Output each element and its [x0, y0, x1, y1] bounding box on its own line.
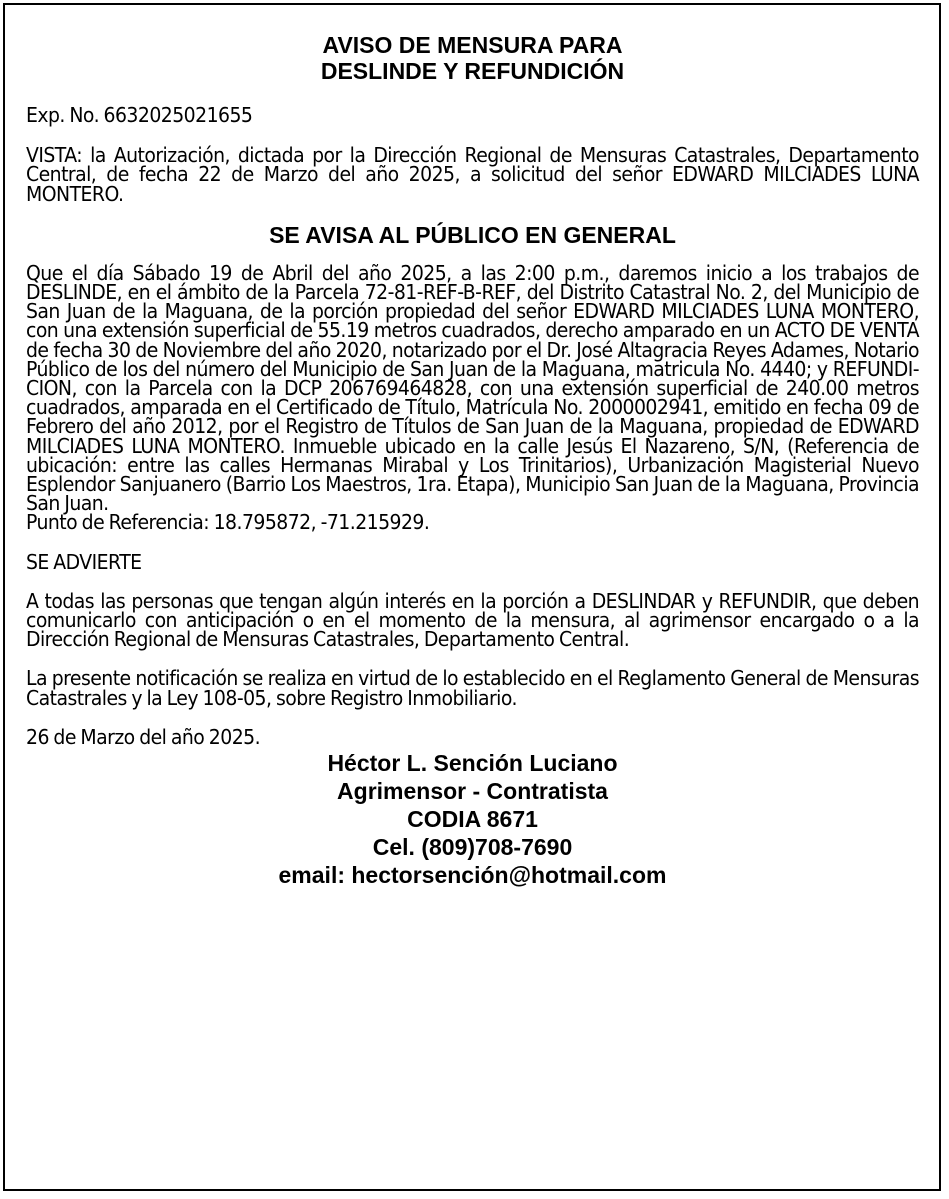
- email-address: email: hectorsención@hotmail.com: [278, 862, 667, 889]
- codia-number: CODIA 8671: [407, 806, 538, 833]
- advierte-heading: SE ADVIERTE: [26, 549, 142, 574]
- reference-point: Punto de Referencia: 18.795872, -71.215929.: [26, 510, 430, 535]
- notice-title: [26, 32, 919, 84]
- notice-date: 26 de Marzo del año 2025.: [26, 724, 261, 749]
- main-paragraph: Que el día Sábado 19 de Abril del año 2025, a las 2:00 p.m., daremos inicio a los trabajos de DESLINDE, en el ámbito de la Parcela 72-81-REF-B-REF, del Distrito Catastral No. 2, del Municipio de San Juan de la Maguana, de la porción propiedad del señor EDWARD MILCIADES LUNA MONTERO, con una extensión superficial de 55.19 metros cuadrados, derecho amparado en un ACTO DE VENTA de fecha 30 de Noviembre del año 2020, notarizado por el Dr. José Altagracia Reyes Adames, Notario Público de los del número del Municipio de San Juan de la Maguana, matricula No. 4440; y REFUNDI-CION, con la Parcela con la DCP 206769464828, con una extensión superficial de 240.00 metros cuadrados, amparada en el Certificado de Título, Matrícula No. 2000002941, emitido en fecha 09 de Febrero del año 2012, por el Registro de Títulos de San Juan de la Maguana, propiedad de EDWARD MILCIADES LUNA MONTERO. Inmueble ubicado en la calle Jesús El Nazareno, S/N, (Referencia de ubicación: entre las calles Hermanas Mirabal y Los Trinitarios), Urbanización Magisterial Nuevo Esplendor Sanjuanero (Barrio Los Maestros, 1ra. Etapa), Municipio San Juan de la Maguana, Provincia San Juan.: [26, 260, 920, 516]
- vista-paragraph: VISTA: la Autorización, dictada por la Dirección Regional de Mensuras Catastrales, Departamento Central, de fecha 22 de Marzo del año 2025, a solicitud del señor EDWARD MILCIADES LUNA MONTERO.: [26, 143, 920, 206]
- interested-parties-paragraph: A todas las personas que tengan algún interés en la porción a DESLINDAR y REFUNDIR, que deben comunicarlo con anticipación o en el momento de la mensura, al agrimensor encargado o a la Dirección Regional de Mensuras Catastrales, Departamento Central.: [26, 588, 920, 652]
- surveyor-name: Héctor L. Sención Luciano: [327, 750, 618, 777]
- title-line-2: DESLINDE Y REFUNDICIÓN: [320, 58, 625, 84]
- notice-content: [26, 32, 919, 889]
- signature-block: [26, 749, 919, 889]
- expediente-number: Exp. No. 6632025021655: [26, 103, 253, 127]
- title-line-1: AVISO DE MENSURA PARA: [322, 32, 623, 58]
- phone-number: Cel. (809)708-7690: [372, 834, 573, 861]
- public-notice-heading: SE AVISA AL PÚBLICO EN GENERAL: [269, 221, 676, 248]
- legal-basis-paragraph: La presente notificación se realiza en virtud de lo establecido en el Reglamento General de Mensuras Catastrales y la Ley 108-05, sobre Registro Inmobiliario.: [26, 666, 920, 710]
- surveyor-role: Agrimensor - Contratista: [337, 778, 608, 805]
